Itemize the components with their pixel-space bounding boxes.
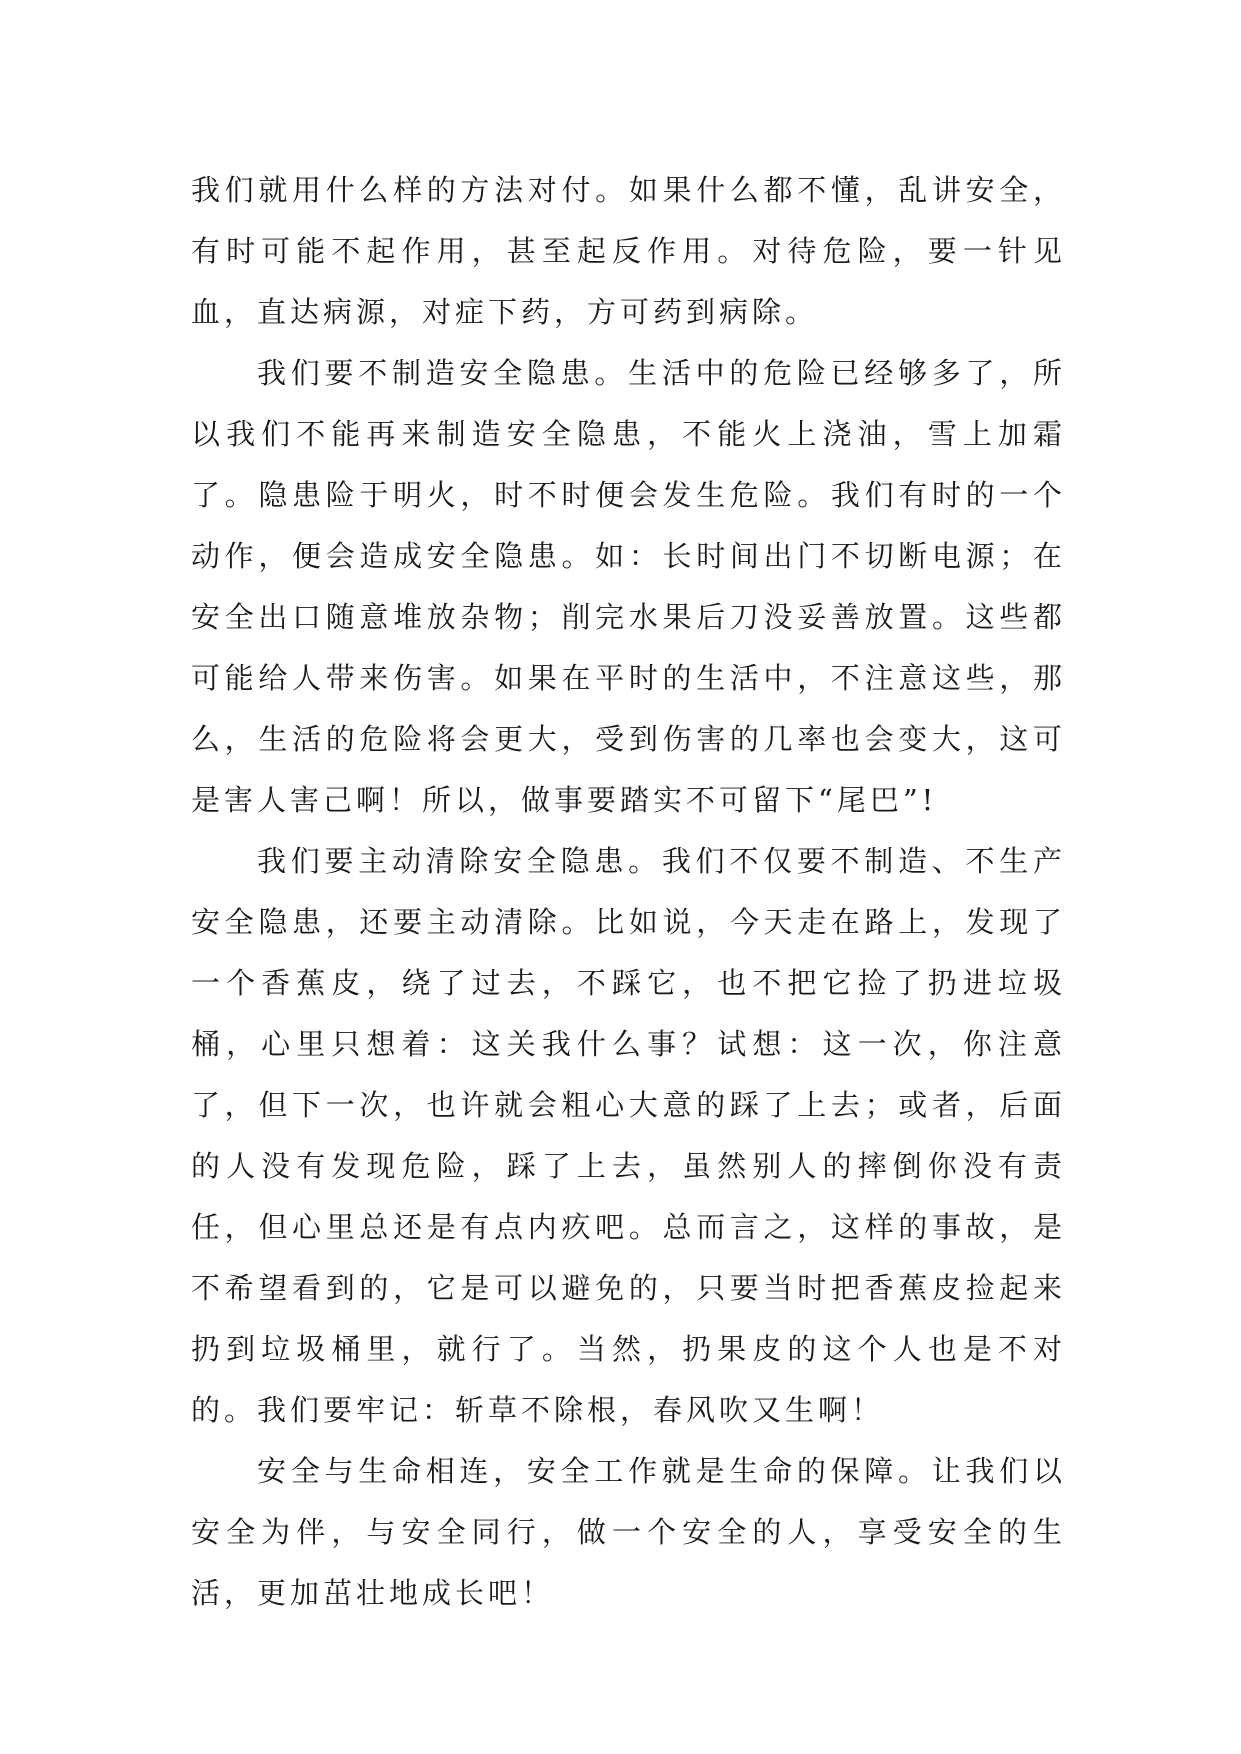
body-text <box>191 160 1066 1624</box>
paragraph-2: 我们要不制造安全隐患。生活中的危险已经够多了，所以我们不能再来制造安全隐患，不能火上浇油，雪上加霜了。隐患险于明火，时不时便会发生危险。我们有时的一个动作，便会造成安全隐患。如：长时间出门不切断电源；在安全出口随意堆放杂物；削完水果后刀没妥善放置。这些都可能给人带来伤害。如果在平时的生活中，不注意这些，那么，生活的危险将会更大，受到伤害的几率也会变大，这可是害人害己啊！所以，做事要踏实不可留下“尾巴”! <box>191 356 1066 817</box>
paragraph-3: 我们要主动清除安全隐患。我们不仅要不制造、不生产安全隐患，还要主动清除。比如说，今天走在路上，发现了一个香蕉皮，绕了过去，不踩它，也不把它捡了扔进垃圾桶，心里只想着：这关我什么事？试想：这一次，你注意了，但下一次，也许就会粗心大意的踩了上去；或者，后面的人没有发现危险，踩了上去，虽然别人的摔倒你没有责任，但心里总还是有点内疚吧。总而言之，这样的事故，是不希望看到的，它是可以避免的，只要当时把香蕉皮捡起来扔到垃圾桶里，就行了。当然，扔果皮的这个人也是不对的。我们要牢记：斩草不除根，春风吹又生啊！ <box>191 844 1066 1427</box>
paragraph-4: 安全与生命相连，安全工作就是生命的保障。让我们以安全为伴，与安全同行，做一个安全的人，享受安全的生活，更加茁壮地成长吧！ <box>191 1454 1066 1610</box>
paragraph-1: 我们就用什么样的方法对付。如果什么都不懂，乱讲安全，有时可能不起作用，甚至起反作用。对待危险，要一针见血，直达病源，对症下药，方可药到病除。 <box>191 173 1066 329</box>
